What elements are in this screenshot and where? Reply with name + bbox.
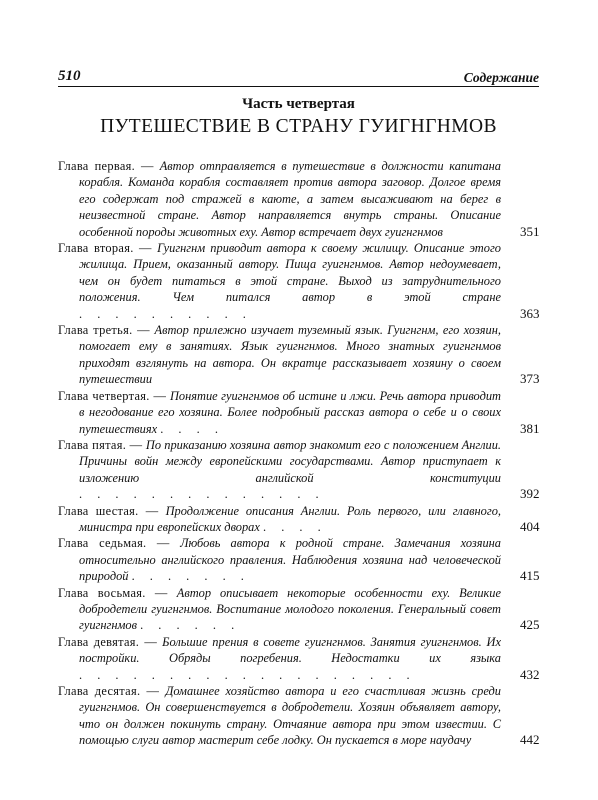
toc-chapter: Глава четвертая. — — [58, 388, 170, 403]
toc-summary: Гуигнгнм приводит автора к своему жилищу. Описание этого жилища. Прием, оказанный автору. Пища гуигнгнмов. Автор недоумевает, чем он будет питаться в этой стране. Выход из затруднительного положения. Чем питался автор в этой стране — [79, 241, 501, 305]
toc-summary: Продолжение описания Англии. Роль первого, или главного, министра при европейских дворах — [79, 503, 501, 534]
running-head — [58, 64, 539, 86]
toc-leader: . . . . . . — [140, 618, 241, 633]
toc-chapter: Глава первая. — — [58, 159, 160, 173]
toc-chapter: Глава восьмая. — — [58, 585, 177, 600]
part-title: ПУТЕШЕСТВИЕ В СТРАНУ ГУИГНГНМОВ — [100, 116, 497, 137]
toc-leader: . . . . . . . — [131, 569, 250, 584]
header-rule — [58, 86, 539, 87]
toc-entry-6[interactable]: Глава шестая. — Продолжение описания Англии. Роль первого, или главного, министра при европейских дворах . . . . 404 — [58, 503, 540, 534]
toc-entry-3[interactable]: Глава третья. — Автор прилежно изучает туземный язык. Гуигнгнм, его хозяин, помогает ему в занятиях. Язык гуигнгнмов. Много знатных гуигнгнмов приходят взглянуть на автора. Он вкратце рассказывает хозяину о своем путешествии 373 — [58, 323, 540, 387]
page-number: 510 — [58, 68, 81, 84]
toc-summary: Понятие гуигнгнмов об истине и лжи. Речь автора приводит в негодование его хозяина. Более подробный рассказ автора о себе и о своих путешествиях — [79, 388, 501, 436]
toc-entry-4[interactable]: Глава четвертая. — Понятие гуигнгнмов об истине и лжи. Речь автора приводит в негодование его хозяина. Более подробный рассказ автора о себе и о своих путешествиях . . . . 381 — [58, 388, 540, 436]
toc-summary: Большие прения в совете гуигнгнмов. Занятия гуигнгнмов. Их постройки. Обряды погребения. Недостатки их языка — [79, 634, 501, 666]
toc-chapter: Глава шестая. — — [58, 503, 166, 518]
toc-chapter: Глава третья. — — [58, 323, 155, 338]
toc-leader: . . . . . . . . . . . . . . . . . . . — [79, 667, 416, 682]
toc-chapter: Глава вторая. — — [58, 241, 158, 256]
toc-entry-2[interactable]: Глава вторая. — Гуигнгнм приводит автора к своему жилищу. Описание этого жилища. Прием, оказанный автору. Пища гуигнгнмов. Автор недоумевает, чем он будет питаться в этой стране. Выход из затруднительного положения. Чем питался автор в этой стране . . . . . . . . . . 363 — [58, 241, 540, 321]
toc-leader: . . . . — [160, 421, 224, 436]
toc-summary: Автор описывает некоторые особенности еху. Великие добродетели гуигнгнмов. Воспитание молодого поколения. Генеральный совет гуигнгнмов — [79, 585, 502, 633]
toc-chapter: Глава девятая. — — [58, 634, 163, 649]
part-heading — [58, 95, 539, 140]
toc-entry-7[interactable]: Глава седьмая. — Любовь автора к родной стране. Замечания хозяина относительно английского правления. Наблюдения хозяина над человеческой природой . . . . . . . 415 — [58, 536, 540, 584]
toc-summary: Домашнее хозяйство автора и его счастливая жизнь среди гуигнгнмов. Он совершенствуется в добродетели. Хозяин объявляет автору, что он должен покинуть страну. Отчаяние автора при этом известии. С помощью слуги автор мастерит себе лодку. Он пускается в море наудачу — [79, 684, 501, 748]
toc-entry-8[interactable]: Глава восьмая. — Автор описывает некоторые особенности еху. Великие добродетели гуигнгнмов. Воспитание молодого поколения. Генеральный совет гуигнгнмов . . . . . . 425 — [58, 585, 540, 633]
toc-summary: Любовь автора к родной стране. Замечания хозяина относительно английского правления. Наблюдения хозяина над человеческой природой — [79, 536, 501, 584]
toc-leader: . . . . . . . . . . — [79, 306, 252, 321]
toc-entry-5[interactable]: Глава пятая. — По приказанию хозяина автор знакомит его с положением Англии. Причины войн между европейскими государствами. Автор приступает к изложению английской конституции . . . . . . . . . . . . . . 392 — [58, 437, 540, 502]
toc-summary: Автор отправляется в путешествие в должности капитана корабля. Команда корабля составляет против автора заговор. Долгое время его содержат под стражей в каюте, а затем высаживают на берег в неизвестной стране. Автор направляется внутрь страны. Описание особенной породы животных еху. Автор встречает двух гуигнгнмов — [79, 159, 501, 239]
toc-chapter: Глава десятая. — — [58, 684, 166, 698]
toc-chapter: Глава седьмая. — — [58, 536, 181, 551]
table-of-contents — [58, 158, 541, 749]
toc-entry-10[interactable]: Глава десятая. — Домашнее хозяйство автора и его счастливая жизнь среди гуигнгнмов. Он совершенствуется в добродетели. Хозяин объявляет автору, что он должен покинуть страну. Отчаяние автора при этом известии. С помощью слуги автор мастерит себе лодку. Он пускается в море наудачу 442 — [58, 684, 540, 748]
toc-summary: Автор прилежно изучает туземный язык. Гуигнгнм, его хозяин, помогает ему в занятиях. Язык гуигнгнмов. Много знатных гуигнгнмов приходят взглянуть на автора. Он вкратце рассказывает хозяину о своем путешествии — [79, 323, 501, 387]
toc-entry-1[interactable]: Глава первая. — Автор отправляется в путешествие в должности капитана корабля. Команда корабля составляет против автора заговор. Долгое время его содержат под стражей в каюте, а затем высаживают на берег в неизвестной стране. Автор направляется внутрь страны. Описание особенной породы животных еху. Автор встречает двух гуигнгнмов 351 — [58, 159, 540, 239]
part-subtitle: Часть четвертая — [242, 96, 355, 112]
toc-leader: . . . . — [263, 519, 327, 534]
toc-summary: По приказанию хозяина автор знакомит его с положением Англии. Причины войн между европейскими государствами. Автор приступает к изложению английской конституции — [79, 437, 501, 485]
toc-leader: . . . . . . . . . . . . . . — [79, 487, 325, 502]
toc-entry-9[interactable]: Глава девятая. — Большие прения в совете гуигнгнмов. Занятия гуигнгнмов. Их постройки. Обряды погребения. Недостатки их языка . . . . . . . . . . . . . . . . . . . 432 — [58, 634, 540, 682]
section-title: Содержание — [463, 70, 539, 85]
toc-chapter: Глава пятая. — — [58, 437, 146, 452]
